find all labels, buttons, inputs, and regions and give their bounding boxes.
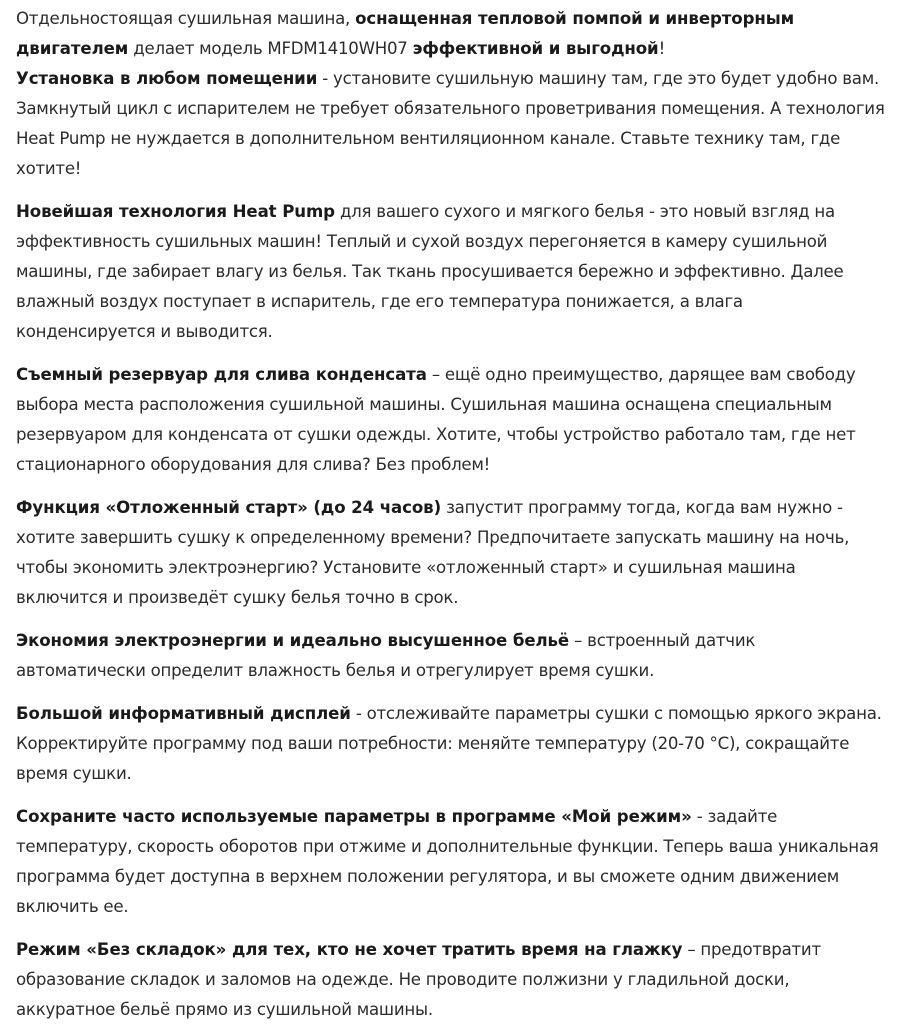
intro-paragraph	[16, 4, 886, 64]
feature-paragraph-condensate-tank	[16, 360, 886, 480]
feature-heading: Новейшая технология Heat Pump	[16, 202, 335, 221]
feature-heading: Большой информативный дисплей	[16, 704, 351, 723]
feature-paragraph-display	[16, 699, 886, 789]
feature-paragraph-my-mode	[16, 802, 886, 922]
feature-heading: Установка в любом помещении	[16, 69, 318, 88]
feature-heading: Экономия электроэнергии и идеально высушенное бельё	[16, 631, 570, 650]
feature-heading: Функция «Отложенный старт» (до 24 часов)	[16, 498, 442, 517]
feature-heading: Сохраните часто используемые параметры в программе «Мой режим»	[16, 807, 692, 826]
feature-paragraph-installation	[16, 64, 886, 184]
feature-text: запустит программу тогда, когда вам нужно - хотите завершить сушку к определенному времени? Предпочитаете запускать машину на ночь, чтобы экономить электроэнергию? Установите «отложенный старт» и сушильная машина включится и произведёт сушку белья точно в срок.	[16, 498, 850, 607]
text-segment: Отдельностоящая сушильная машина,	[16, 9, 356, 28]
feature-text: - отслеживайте параметры сушки с помощью яркого экрана. Корректируйте программу под ваши потребности: меняйте температуру (20-70 °C), сокращайте время сушки.	[16, 704, 882, 783]
feature-text: – предотвратит образование складок и заломов на одежде. Не проводите полжизни у гладильной доски, аккуратное бельё прямо из сушильной машины.	[16, 940, 821, 1019]
text-segment: !	[658, 39, 665, 58]
feature-paragraph-energy-saving	[16, 626, 886, 686]
bold-segment: оснащенная тепловой помпой и инверторным двигателем	[16, 9, 795, 58]
feature-heading: Режим «Без складок» для тех, кто не хочет тратить время на глажку	[16, 940, 683, 959]
feature-text: – ещё одно преимущество, дарящее вам свободу выбора места расположения сушильной машины. Сушильная машина оснащена специальным резервуаром для конденсата от сушки одежды. Хотите, чтобы устройство работало там, где нет стационарного оборудования для слива? Без проблем!	[16, 365, 856, 474]
feature-heading: Съемный резервуар для слива конденсата	[16, 365, 427, 384]
feature-text: - задайте температуру, скорость оборотов при отжиме и дополнительные функции. Теперь ваша уникальная программа будет доступна в верхнем положении регулятора, и вы сможете одним движением включить ее.	[16, 807, 879, 916]
bold-segment: эффективной и выгодной	[412, 39, 659, 58]
feature-text: - установите сушильную машину там, где это будет удобно вам. Замкнутый цикл с испарителем не требует обязательного проветривания помещения. А технология Heat Pump не нуждается в дополнительном вентиляционном канале. Ставьте технику там, где хотите!	[16, 69, 885, 178]
feature-paragraph-delayed-start	[16, 493, 886, 613]
feature-paragraph-heat-pump	[16, 197, 886, 347]
feature-text: для вашего сухого и мягкого белья - это новый взгляд на эффективность сушильных машин! Теплый и сухой воздух перегоняется в камеру сушильной машины, где забирает влагу из белья. Так ткань просушивается бережно и эффективно. Далее влажный воздух поступает в испаритель, где его температура понижается, а влага конденсируется и выводится.	[16, 202, 844, 341]
text-segment: делает модель MFDM1410WH07	[128, 39, 413, 58]
feature-paragraph-no-wrinkles	[16, 935, 886, 1025]
feature-text: – встроенный датчик автоматически определит влажность белья и отрегулирует время сушки.	[16, 631, 756, 680]
